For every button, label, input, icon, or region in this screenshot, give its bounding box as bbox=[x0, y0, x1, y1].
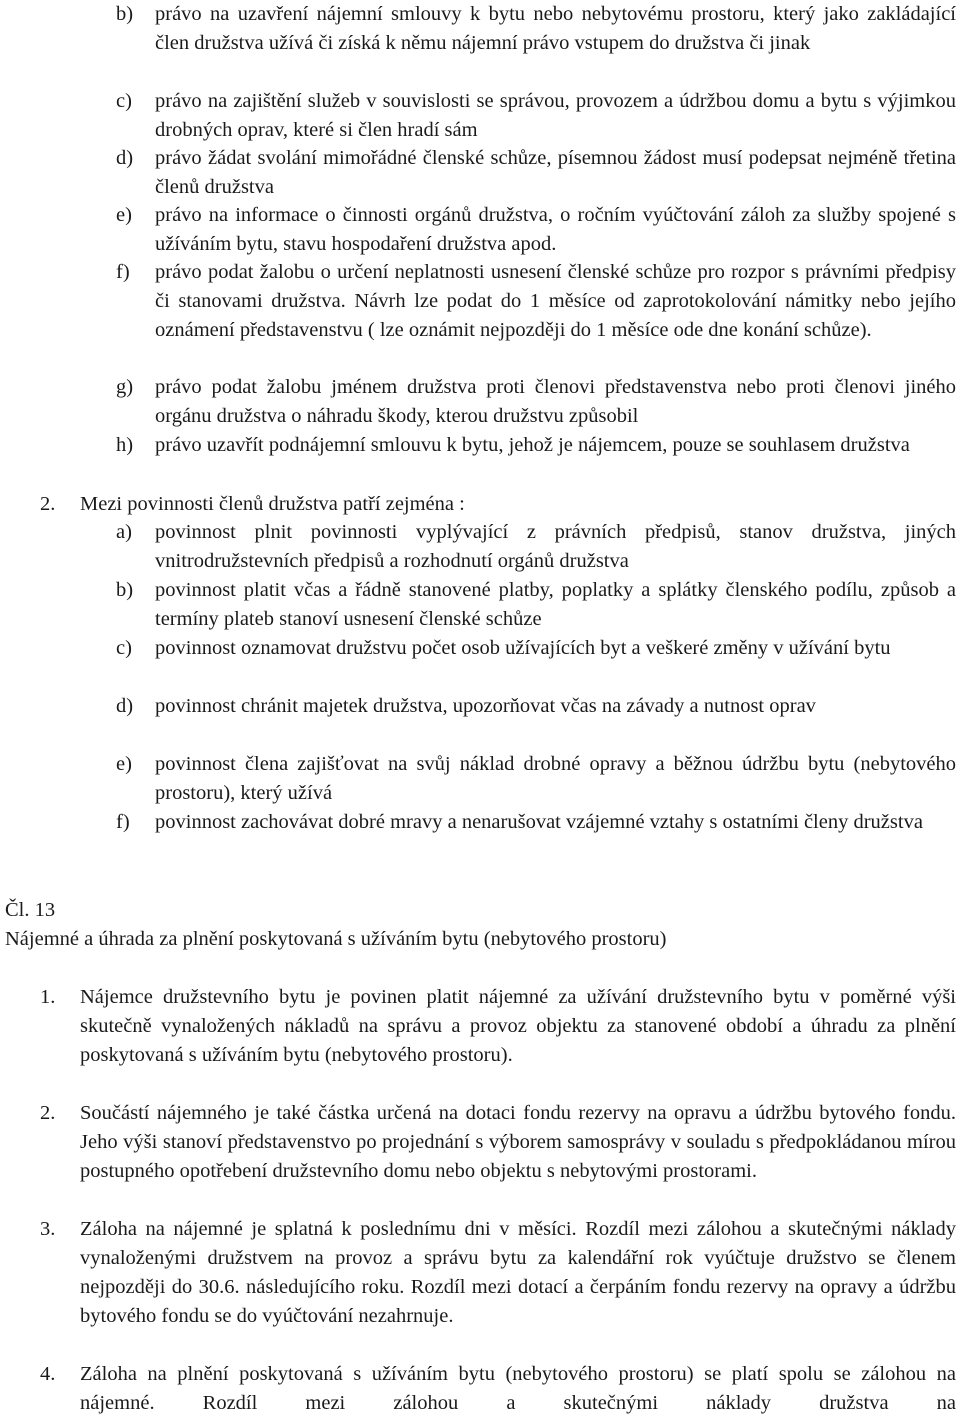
list-marker: d) bbox=[116, 695, 134, 717]
article-item-4 bbox=[40, 1360, 956, 1418]
list-marker: 4. bbox=[40, 1363, 56, 1385]
article-item-text: Záloha na nájemné je splatná k poslednímu dni v měsíci. Rozdíl mezi zálohou a skutečnými náklady vynaloženými družstvem na provoz a správu bytu za kalendářní rok vyúčtuje družstvo se členem nejpozději do 30.6. následujícího roku. Rozdíl mezi dotací a čerpáním fondu rezervy na opravy a údržbu bytového fondu se do vyúčtování nezahrnuje. bbox=[80, 1218, 956, 1327]
right-text: právo podat žalobu o určení neplatnosti usnesení členské schůze pro rozpor s právními předpisy či stanovami družstva. Návrh lze podat do 1 měsíce od zaprotokolování námitky nebo jejího oznámení představenstvu ( lze oznámit nejpozději do 1 měsíce ode dne konání schůze). bbox=[155, 261, 956, 341]
duty-text: povinnost platit včas a řádně stanovené platby, poplatky a splátky členského podílu, způsob a termíny plateb stanoví usnesení členské schůze bbox=[155, 579, 956, 630]
list-marker: f) bbox=[116, 811, 130, 833]
right-text: právo žádat svolání mimořádné členské schůze, písemnou žádost musí podepsat nejméně třetina členů družstva bbox=[155, 147, 956, 198]
article-title: Nájemné a úhrada za plnění poskytovaná s užíváním bytu (nebytového prostoru) bbox=[5, 928, 667, 950]
article-item-text: Záloha na plnění poskytovaná s užíváním bytu (nebytového prostoru) se platí spolu se zálohou na nájemné. Rozdíl mezi zálohou a skutečnými náklady družstva na bbox=[80, 1363, 956, 1414]
list-marker: g) bbox=[116, 376, 134, 398]
article-item-2 bbox=[40, 1099, 956, 1186]
duty-item-f bbox=[116, 808, 956, 837]
duty-text: povinnost oznamovat družstvu počet osob užívajících byt a veškeré změny v užívání bytu bbox=[155, 637, 891, 659]
duty-item-d bbox=[116, 692, 956, 721]
duty-text: povinnost zachovávat dobré mravy a nenarušovat vzájemné vztahy s ostatními členy družstva bbox=[155, 811, 923, 833]
article-item-text: Nájemce družstevního bytu je povinen platit nájemné za užívání družstevního bytu v poměrné výši skutečně vynaložených nákladů na správu a provoz objektu za stanovené období a úhradu za plnění poskytovaná s užíváním bytu (nebytového prostoru). bbox=[80, 986, 956, 1066]
duty-item-e bbox=[116, 750, 956, 808]
list-marker: b) bbox=[116, 579, 134, 601]
list-marker: c) bbox=[116, 637, 132, 659]
article-item-text: Součástí nájemného je také částka určená na dotaci fondu rezervy na opravu a údržbu bytového fondu. Jeho výši stanoví představenstvo po projednání s výborem samosprávy v souladu s předpokládanou mírou postupného opotřebení družstevního domu nebo objektu s nebytovými prostorami. bbox=[80, 1102, 956, 1182]
list-marker: e) bbox=[116, 204, 132, 226]
right-item-h bbox=[116, 431, 956, 460]
list-marker: a) bbox=[116, 521, 132, 543]
right-item-e bbox=[116, 201, 956, 259]
duty-item-b bbox=[116, 576, 956, 634]
right-text: právo podat žalobu jménem družstva proti členovi představenstva nebo proti členovi jiného orgánu družstva o náhradu škody, kterou družstvu způsobil bbox=[155, 376, 956, 427]
section-2-intro bbox=[40, 490, 956, 519]
list-marker: h) bbox=[116, 434, 134, 456]
list-marker: 2. bbox=[40, 493, 56, 515]
duty-item-c bbox=[116, 634, 956, 663]
right-item-c bbox=[116, 87, 956, 145]
right-text: právo na informace o činnosti orgánů družstva, o ročním vyúčtování záloh za služby spojené s užíváním bytu, stavu hospodaření družstva apod. bbox=[155, 204, 956, 255]
right-item-b bbox=[116, 0, 956, 58]
list-marker: f) bbox=[116, 261, 130, 283]
article-item-3 bbox=[40, 1215, 956, 1331]
right-text: právo na uzavření nájemní smlouvy k bytu nebo nebytovému prostoru, který jako zakládající člen družstva užívá či získá k němu nájemní právo vstupem do družstva či jinak bbox=[155, 3, 956, 54]
list-marker: 1. bbox=[40, 986, 56, 1008]
list-marker: 2. bbox=[40, 1102, 56, 1124]
section-2-text: Mezi povinnosti členů družstva patří zejména : bbox=[80, 493, 465, 515]
right-item-d bbox=[116, 144, 956, 202]
list-marker: b) bbox=[116, 3, 134, 25]
article-item-1 bbox=[40, 983, 956, 1070]
list-marker: e) bbox=[116, 753, 132, 775]
duty-text: povinnost plnit povinnosti vyplývající z právních předpisů, stanov družstva, jiných vnitrodružstevních předpisů a rozhodnutí orgánů družstva bbox=[155, 521, 956, 572]
duty-text: povinnost chránit majetek družstva, upozorňovat včas na závady a nutnost oprav bbox=[155, 695, 816, 717]
article-number: Čl. 13 bbox=[5, 899, 56, 921]
list-marker: d) bbox=[116, 147, 134, 169]
right-text: právo na zajištění služeb v souvislosti se správou, provozem a údržbou domu a bytu s výjimkou drobných oprav, které si člen hradí sám bbox=[155, 90, 956, 141]
duty-item-a bbox=[116, 518, 956, 576]
right-item-f bbox=[116, 258, 956, 345]
right-item-g bbox=[116, 373, 956, 431]
right-text: právo uzavřít podnájemní smlouvu k bytu, jehož je nájemcem, pouze se souhlasem družstva bbox=[155, 434, 910, 456]
list-marker: c) bbox=[116, 90, 132, 112]
duty-text: povinnost člena zajišťovat na svůj náklad drobné opravy a běžnou údržbu bytu (nebytového prostoru), který užívá bbox=[155, 753, 956, 804]
list-marker: 3. bbox=[40, 1218, 56, 1240]
